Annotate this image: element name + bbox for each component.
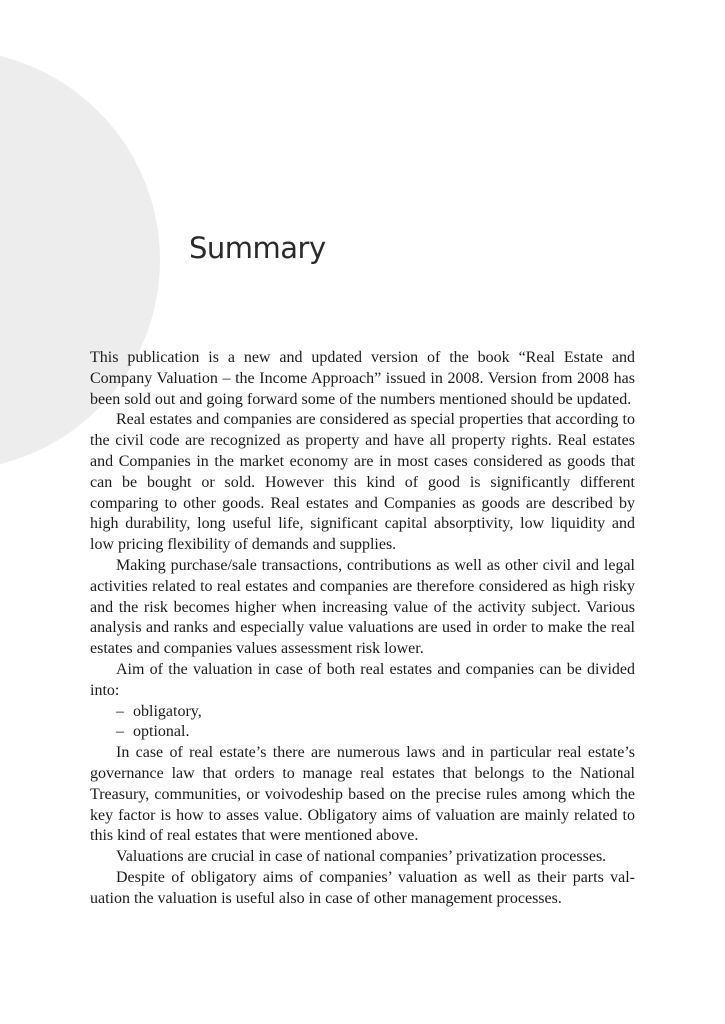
dash-marker: – (116, 723, 124, 741)
paragraph-privatization: Valuations are crucial in case of national companies’ privatization processes. (116, 848, 607, 866)
paragraph-properties: Real estates and companies are considered as special properties that according to the civil code are recognized as property and have all property rights. Real estates and Companies in the market economy are in most cases considered as goods that can be bought or sold. However this kind of good is significantly different comparing to other goods. Real estates and Companies as goods are described by high durability, long useful life, significant capital absorptivity, low liquidity and low pricing flexibility of demands and supplies. (90, 411, 635, 554)
list-item-text: optional. (133, 723, 190, 741)
paragraph-laws: In case of real estate’s there are numerous laws and in particular real estate’s governance law that orders to manage real estates that belongs to the National Treasury, communities, or voivodeship based on the precise rules among which the key factor is how to asses value. Obligatory aims of valuation are mainly related to this kind of real estates that were mentioned above. (90, 744, 635, 845)
aim-list (90, 702, 635, 744)
paragraph-intro: This publication is a new and updated version of the book “Real Estate and Company Valuation – the Income Approach” issued in 2008. Version from 2008 has been sold out and going forward some of the numbers mentioned should be updated. (90, 349, 635, 408)
page-title: Summary (189, 231, 326, 265)
summary-body (90, 348, 635, 910)
paragraph-aim: Aim of the valuation in case of both real estates and companies can be divided into: (90, 660, 635, 699)
list-item (90, 722, 635, 743)
dash-marker: – (116, 702, 124, 720)
paragraph-risk: Making purchase/sale transactions, contributions as well as other civil and legal activities related to real estates and companies are therefore considered as high risky and the risk becomes higher when increasing value of the activity subject. Various analysis and ranks and especially value valuations are used in order to make the real estates and companies values assessment risk lower. (90, 556, 635, 658)
list-item-text: obligatory, (133, 702, 202, 720)
paragraph-management: Despite of obligatory aims of companies’ valuation as well as their parts valuation the valuation is useful also in case of other management processes. (90, 868, 635, 907)
list-item (90, 702, 635, 723)
